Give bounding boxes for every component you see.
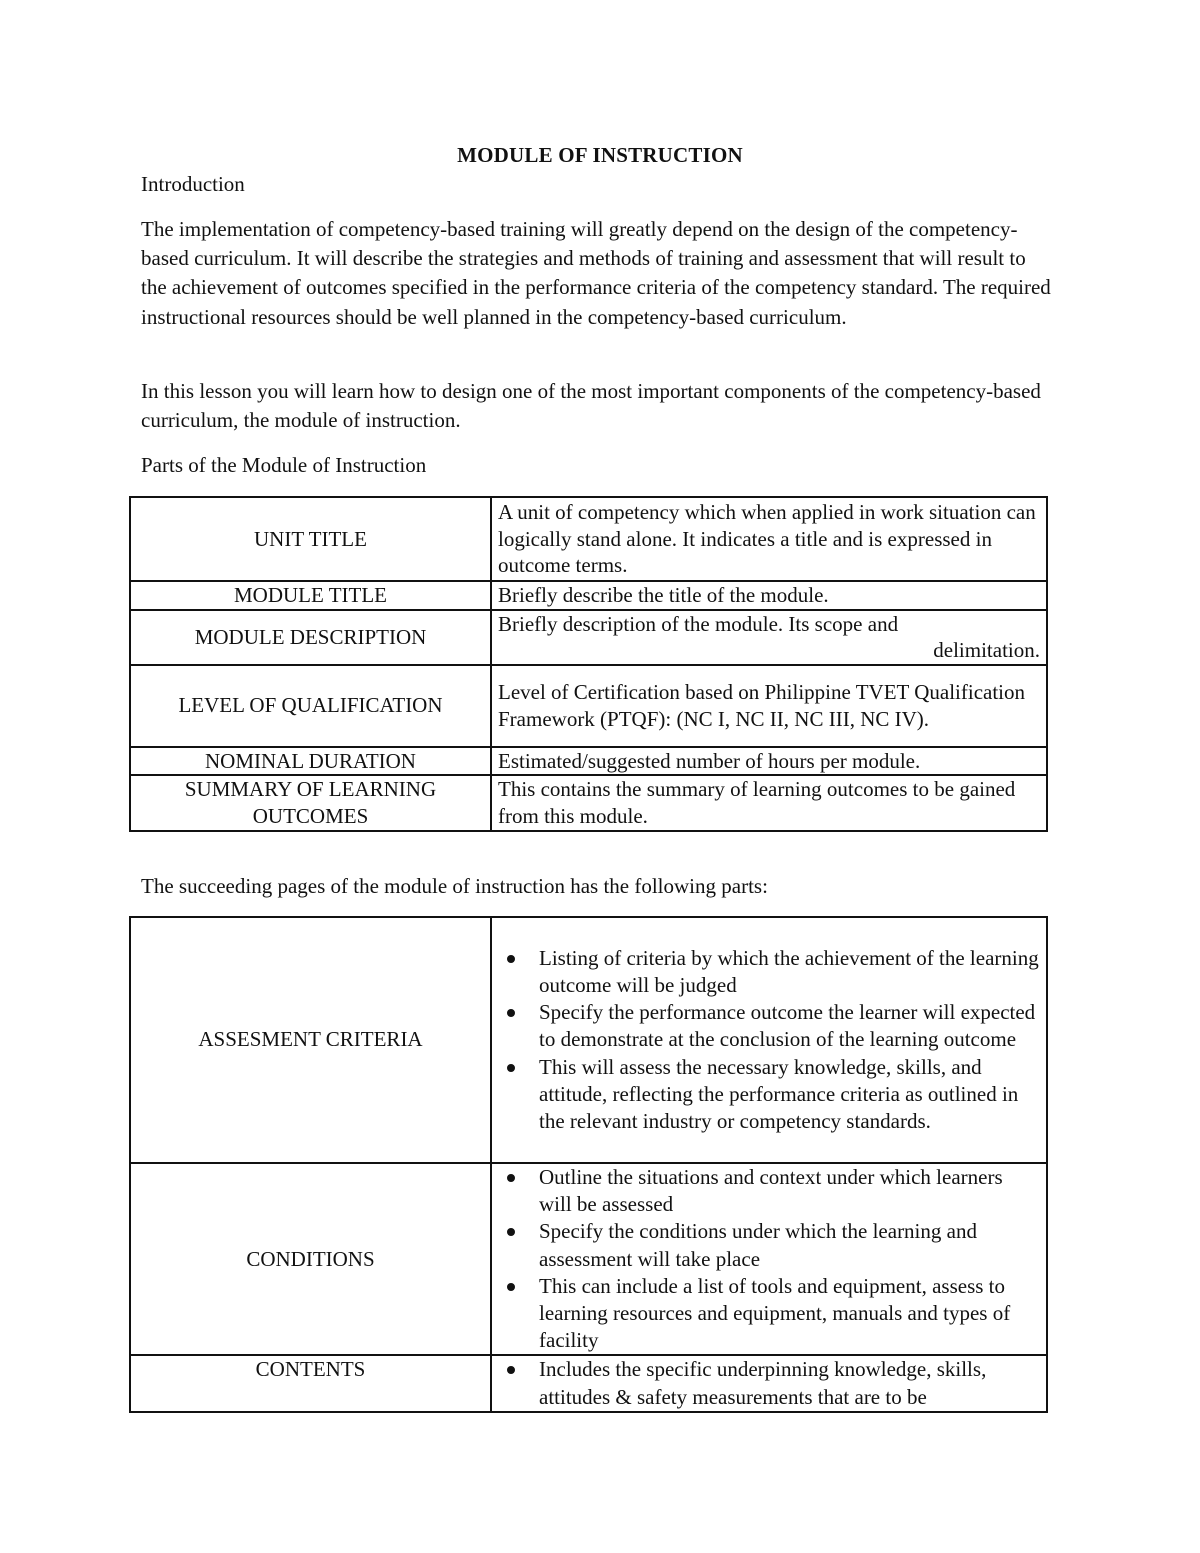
table-label-cell: CONTENTS [130, 1355, 491, 1411]
table-label-cell: ASSESMENT CRITERIA [130, 917, 491, 1163]
table-description-cell: Estimated/suggested number of hours per module. [491, 747, 1047, 776]
table-bullets-cell [491, 1355, 1047, 1411]
bullet-list [498, 1356, 1040, 1410]
bullet-item: This can include a list of tools and equipment, assess to learning resources and equipment, manuals and types of facility [539, 1273, 1040, 1355]
bullet-item: This will assess the necessary knowledge, skills, and attitude, reflecting the performance criteria as outlined in the relevant industry or competency standards. [539, 1054, 1040, 1136]
table-row [130, 775, 1047, 830]
table-label-cell: CONDITIONS [130, 1163, 491, 1355]
bullet-list [498, 1164, 1040, 1354]
table-description-cell: A unit of competency which when applied in work situation can logically stand alone. It indicates a title and is expressed in outcome terms. [491, 497, 1047, 581]
table-description-cell: Briefly describe the title of the module. [491, 581, 1047, 610]
table-label-cell: MODULE TITLE [130, 581, 491, 610]
succeeding-text: The succeeding pages of the module of instruction has the following parts: [141, 874, 768, 898]
table-description-cell: This contains the summary of learning outcomes to be gained from this module. [491, 775, 1047, 830]
bullet-item: Includes the specific underpinning knowledge, skills, attitudes & safety measurements that are to be [539, 1356, 1040, 1410]
intro-paragraph: In this lesson you will learn how to design one of the most important components of the competency-based curriculum, the module of instruction. [141, 379, 1041, 433]
table-row [130, 665, 1047, 747]
bullet-item: Listing of criteria by which the achievement of the learning outcome will be judged [539, 945, 1040, 999]
bullet-list [498, 945, 1040, 1135]
table-bullets-cell [491, 917, 1047, 1163]
intro-heading: Introduction [141, 172, 245, 196]
table-row [130, 1163, 1047, 1355]
table-label-cell: MODULE DESCRIPTION [130, 610, 491, 665]
bullet-item: Specify the conditions under which the learning and assessment will take place [539, 1218, 1040, 1272]
parts-heading: Parts of the Module of Instruction [141, 453, 427, 477]
table-row [130, 917, 1047, 1163]
table-bullets-cell [491, 1163, 1047, 1355]
page-title: MODULE OF INSTRUCTION [457, 143, 743, 167]
table-label-cell: LEVEL OF QUALIFICATION [130, 665, 491, 747]
description-text-continued: delimitation. [933, 638, 1040, 663]
table-row [130, 497, 1047, 581]
table-label-cell: SUMMARY OF LEARNING OUTCOMES [130, 775, 491, 830]
table-row [130, 1355, 1047, 1411]
table-row [130, 610, 1047, 665]
table-description-cell [491, 610, 1047, 665]
parts-table [129, 496, 1048, 832]
description-text: Briefly description of the module. Its scope and [498, 611, 899, 636]
table-row [130, 581, 1047, 610]
bullet-item: Outline the situations and context under which learners will be assessed [539, 1164, 1040, 1218]
table-description-cell: Level of Certification based on Philippine TVET Qualification Framework (PTQF): (NC I, NC II, NC III, NC IV). [491, 665, 1047, 747]
table-label-cell: NOMINAL DURATION [130, 747, 491, 776]
intro-paragraph: The implementation of competency-based training will greatly depend on the design of the competency-based curriculum. It will describe the strategies and methods of training and assessment that will result to the achievement of outcomes specified in the performance criteria of the competency standard. The required instructional resources should be well planned in the competency-based curriculum. [141, 217, 1051, 329]
table-label-cell: UNIT TITLE [130, 497, 491, 581]
table-row [130, 747, 1047, 776]
bullet-item: Specify the performance outcome the learner will expected to demonstrate at the conclusion of the learning outcome [539, 999, 1040, 1053]
succeeding-parts-table [129, 916, 1048, 1413]
